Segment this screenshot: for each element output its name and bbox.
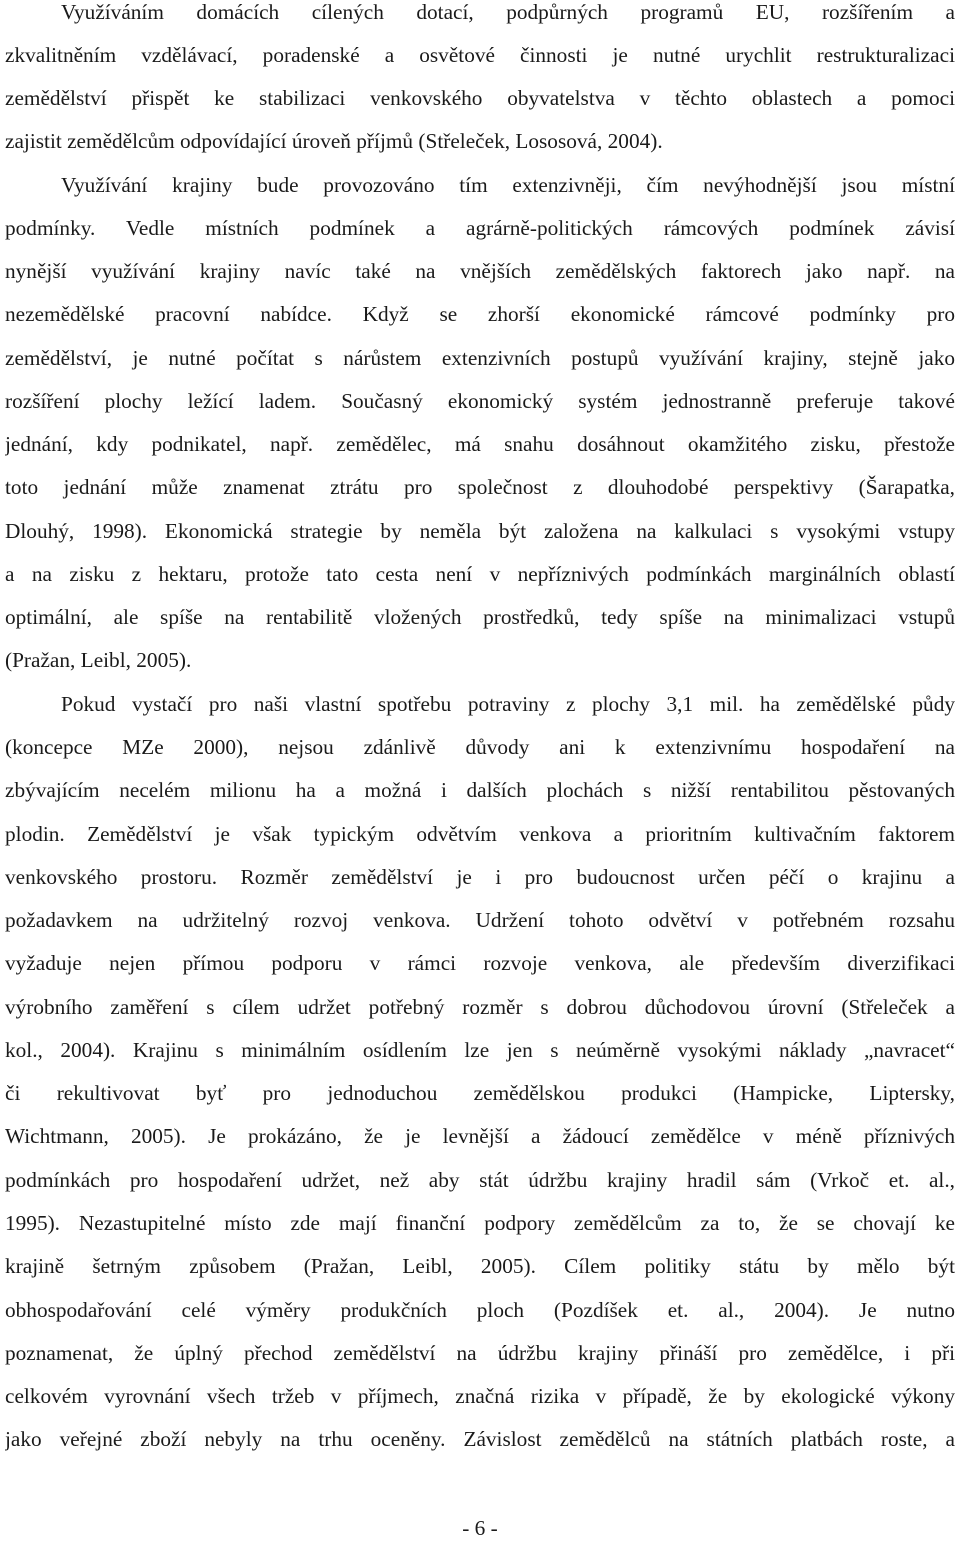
- text-line: 1995). Nezastupitelné místo zde mají finanční podpory zemědělcům za to, že se chovají ke: [5, 1211, 955, 1235]
- text-line: a na zisku z hektaru, protože tato cesta není v nepříznivých podmínkách marginálních oblastí: [5, 562, 955, 586]
- text-line: nezemědělské pracovní nabídce. Když se zhorší ekonomické rámcové podmínky pro: [5, 302, 955, 326]
- text-line: venkovského prostoru. Rozměr zemědělství je i pro budoucnost určen péčí o krajinu a: [5, 865, 955, 889]
- text-line: zbývajícím necelém milionu ha a možná i dalších plochách s nižší rentabilitou pěstovaných: [5, 778, 955, 802]
- text-line: podmínkách pro hospodaření udržet, než aby stát údržbu krajiny hradil sám (Vrkoč et. al.,: [5, 1168, 955, 1192]
- page-number: - 6 -: [462, 1516, 498, 1540]
- text-line: zajistit zemědělcům odpovídající úroveň příjmů (Střeleček, Lososová, 2004).: [5, 129, 663, 153]
- text-line: jako veřejné zboží nebyly na trhu oceněny. Závislost zemědělců na státních platbách roste, a: [5, 1427, 955, 1451]
- text-line: poznamenat, že úplný přechod zemědělství na údržbu krajiny přináší pro zemědělce, i při: [5, 1341, 955, 1365]
- text-line: Využívání krajiny bude provozováno tím extenzivněji, čím nevýhodnější jsou místní: [61, 173, 955, 197]
- text-line: výrobního zaměření s cílem udržet potřebný rozměr s dobrou důchodovou úrovní (Střeleček a: [5, 995, 955, 1019]
- text-line: celkovém vyrovnání všech tržeb v příjmech, značná rizika v případě, že by ekologické výkony: [5, 1384, 955, 1408]
- text-line: plodin. Zemědělství je však typickým odvětvím venkova a prioritním kultivačním faktorem: [5, 822, 955, 846]
- text-line: požadavkem na udržitelný rozvoj venkova. Udržení tohoto odvětví v potřebném rozsahu: [5, 908, 955, 932]
- text-line: zemědělství, je nutné počítat s nárůstem extenzivních postupů využívání krajiny, stejně jako: [5, 346, 955, 370]
- text-line: kol., 2004). Krajinu s minimálním osídlením lze jen s neúměrně vysokými náklady „navracet“: [5, 1038, 955, 1062]
- text-line: obhospodařování celé výměry produkčních ploch (Pozdíšek et. al., 2004). Je nutno: [5, 1298, 955, 1322]
- document-page: [5, 0, 955, 1537]
- text-line: krajině šetrným způsobem (Pražan, Leibl, 2005). Cílem politiky státu by mělo být: [5, 1254, 955, 1278]
- text-line: Využíváním domácích cílených dotací, podpůrných programů EU, rozšířením a: [61, 0, 955, 24]
- text-line: jednání, kdy podnikatel, např. zemědělec, má snahu dosáhnout okamžitého zisku, přestože: [5, 432, 955, 456]
- text-line: toto jednání může znamenat ztrátu pro společnost z dlouhodobé perspektivy (Šarapatka,: [5, 475, 955, 499]
- text-line: zemědělství přispět ke stabilizaci venkovského obyvatelstva v těchto oblastech a pomoci: [5, 86, 955, 110]
- text-line: Pokud vystačí pro naši vlastní spotřebu potraviny z plochy 3,1 mil. ha zemědělské půdy: [61, 692, 955, 716]
- text-line: vyžaduje nejen přímou podporu v rámci rozvoje venkova, ale především diverzifikaci: [5, 951, 955, 975]
- text-line: zkvalitněním vzdělávací, poradenské a osvětové činnosti je nutné urychlit restrukturalizaci: [5, 43, 955, 67]
- text-line: nynější využívání krajiny navíc také na vnějších zemědělských faktorech jako např. na: [5, 259, 955, 283]
- text-line: Wichtmann, 2005). Je prokázáno, že je levnější a žádoucí zemědělce v méně příznivých: [5, 1124, 955, 1148]
- text-line: (koncepce MZe 2000), nejsou zdánlivě důvody ani k extenzivnímu hospodaření na: [5, 735, 955, 759]
- text-line: optimální, ale spíše na rentabilitě vložených prostředků, tedy spíše na minimalizaci vstupů: [5, 605, 955, 629]
- text-line: či rekultivovat byť pro jednoduchou zemědělskou produkci (Hampicke, Liptersky,: [5, 1081, 955, 1105]
- text-line: (Pražan, Leibl, 2005).: [5, 648, 192, 672]
- text-line: rozšíření plochy ležící ladem. Současný ekonomický systém jednostranně preferuje takové: [5, 389, 955, 413]
- text-line: Dlouhý, 1998). Ekonomická strategie by neměla být založena na kalkulaci s vysokými vstupy: [5, 519, 955, 543]
- text-line: podmínky. Vedle místních podmínek a agrárně-politických rámcových podmínek závisí: [5, 216, 955, 240]
